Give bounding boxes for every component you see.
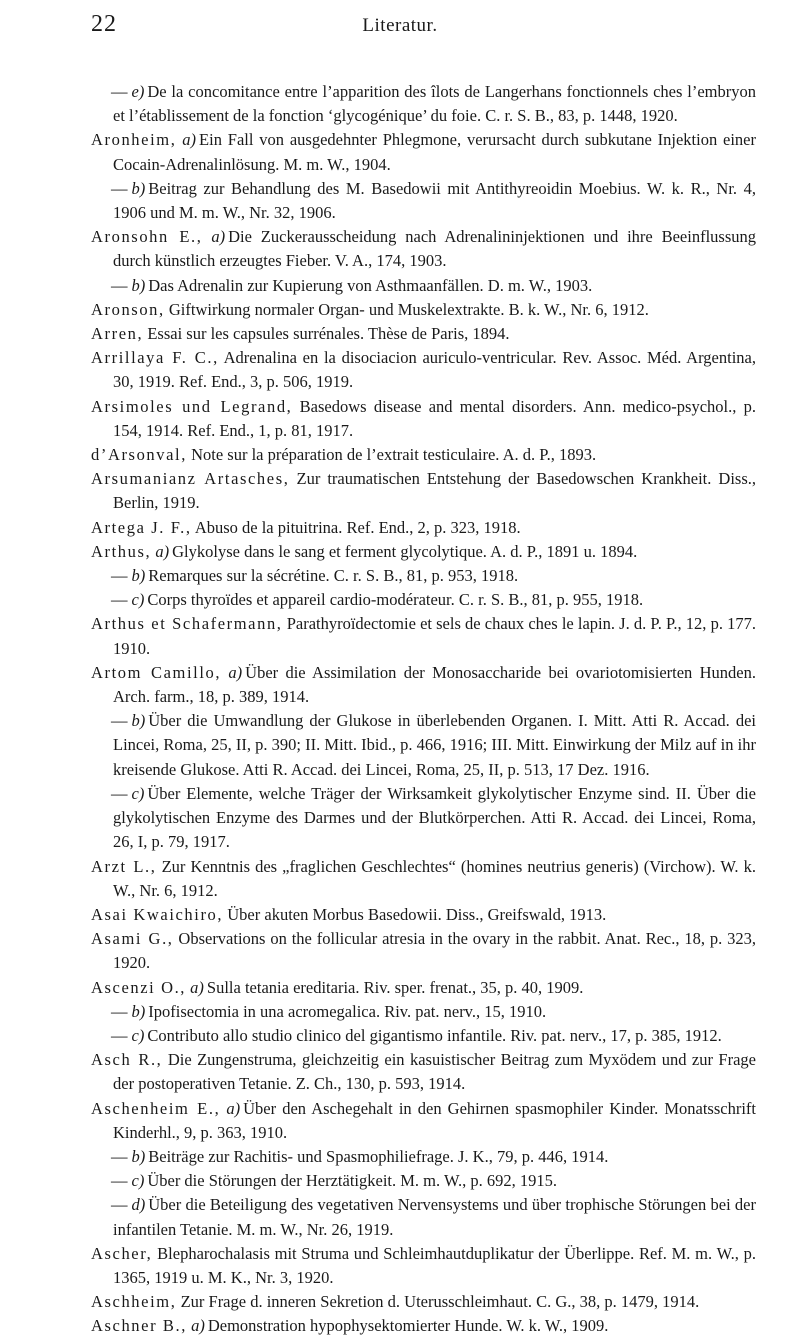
bibliography-entry — [91, 976, 756, 1000]
entry-text: Blepharochalasis mit Struma und Schleimhautduplikatur der Überlippe. Ref. M. m. W., p. 1365, 1919 u. M. K., Nr. 3, 1920. — [113, 1243, 756, 1287]
entry-author: Aschner B., — [91, 1316, 187, 1336]
continuation-dash: — — [111, 711, 128, 731]
entry-author: Arthus, — [91, 541, 152, 561]
entry-author: Arthus et Schafermann, — [91, 614, 283, 634]
entry-author: Arzt L., — [91, 856, 157, 876]
bibliography-subentry — [91, 588, 756, 612]
bibliography-entry — [91, 322, 756, 346]
entry-text: Glykolyse dans le sang et ferment glycolytique. A. d. P., 1891 u. 1894. — [172, 541, 638, 561]
bibliography-entry — [91, 225, 756, 273]
entry-author: Arrillaya F. C., — [91, 348, 219, 368]
entry-text: Zur Kenntnis des „fraglichen Geschlechtes“ (homines neutrius generis) (Virchow). W. k. W., Nr. 6, 1912. — [113, 856, 756, 900]
entry-author: Asai Kwaichiro, — [91, 904, 224, 924]
bibliography-subentry — [91, 564, 756, 588]
entry-text: De la concomitance entre l’apparition des îlots de Langerhans fonctionnels ches l’embryon et l’établissement de la fonction ‘glycogénique’ du foie. C. r. S. B., 83, p. 1448, 1920. — [113, 82, 756, 126]
bibliography-subentry — [91, 80, 756, 128]
entry-author: Artega J. F., — [91, 517, 192, 537]
entry-text: Essai sur les capsules surrénales. Thèse de Paris, 1894. — [147, 324, 510, 344]
entry-marker: a) — [155, 541, 170, 561]
entry-author: Aschenheim E., — [91, 1098, 221, 1118]
bibliography-entry — [91, 540, 756, 564]
bibliography-subentry — [91, 1024, 756, 1048]
entry-author: Arsumanianz Artasches, — [91, 469, 290, 489]
bibliography-entry — [91, 1314, 756, 1338]
bibliography-subentry — [91, 1169, 756, 1193]
entry-marker: c) — [131, 783, 145, 803]
bibliography-subentry — [91, 782, 756, 855]
entry-author: Aronheim, — [91, 130, 177, 150]
bibliography-subentry — [91, 1193, 756, 1241]
entry-marker: a) — [228, 662, 243, 682]
bibliography-entry — [91, 443, 756, 467]
entry-marker: b) — [131, 1146, 146, 1166]
entry-text: Über akuten Morbus Basedowii. Diss., Greifswald, 1913. — [227, 904, 607, 924]
entry-text: Contributo allo studio clinico del gigantismo infantile. Riv. pat. nerv., 17, p. 385, 1912. — [147, 1025, 722, 1045]
continuation-dash: — — [111, 1195, 128, 1215]
continuation-dash: — — [111, 590, 128, 610]
bibliography-entry — [91, 1048, 756, 1096]
bibliography-subentry — [91, 274, 756, 298]
entry-marker: b) — [131, 1001, 146, 1021]
bibliography-entry — [91, 516, 756, 540]
entry-text: Über die Beteiligung des vegetativen Nervensystems und über trophische Störungen bei der infantilen Tetanie. M. m. W., Nr. 26, 1919. — [113, 1195, 756, 1239]
entry-marker: e) — [131, 82, 145, 101]
bibliography-subentry — [91, 177, 756, 225]
bibliography-entry — [91, 298, 756, 322]
entry-text: Zur traumatischen Entstehung der Basedowschen Krankheit. Diss., Berlin, 1919. — [113, 469, 756, 513]
entry-marker: a) — [182, 130, 197, 150]
entry-text: Ipofisectomia in una acromegalica. Riv. pat. nerv., 15, 1910. — [148, 1001, 547, 1021]
bibliography-entry — [91, 1242, 756, 1290]
entry-text: Adrenalina en la disociacion auriculo-ventricular. Rev. Assoc. Méd. Argentina, 30, 1919. Ref. End., 3, p. 506, 1919. — [113, 348, 756, 392]
bibliography-entry — [91, 128, 756, 176]
entry-author: Aronsohn E., — [91, 227, 203, 247]
entry-author: Ascenzi O., — [91, 977, 187, 997]
entry-text: Parathyroïdectomie et sels de chaux ches le lapin. J. d. P. P., 12, p. 177. 1910. — [113, 614, 757, 658]
entry-text: Zur Frage d. inneren Sekretion d. Uterusschleimhaut. C. G., 38, p. 1479, 1914. — [180, 1292, 700, 1312]
bibliography-entry — [91, 1097, 756, 1145]
entry-text: Sulla tetania ereditaria. Riv. sper. frenat., 35, p. 40, 1909. — [206, 977, 584, 997]
entry-author: Asch R., — [91, 1050, 163, 1070]
entry-author: Artom Camillo, — [91, 662, 222, 682]
entry-marker: c) — [131, 590, 145, 610]
bibliography-entry — [91, 467, 756, 515]
entry-marker: a) — [191, 1316, 205, 1336]
continuation-dash: — — [111, 566, 128, 586]
entry-text: Demonstration hypophysektomierter Hunde. W. k. W., 1909. — [207, 1316, 609, 1336]
entry-text: Über die Umwandlung der Glukose in überlebenden Organen. I. Mitt. Atti R. Accad. dei Lincei, Roma, 25, II, p. 390; II. Mitt. Ibid., p. 466, 1916; III. Mitt. Einwirkung der Milz auf in ihr kreisende Glukose. Atti R. Accad. dei Lincei, Roma, 25, II, p. 513, 17 Dez. 1916. — [113, 711, 756, 779]
entry-text: Die Zuckerausscheidung nach Adrenalininjektionen und ihre Beeinflussung durch künstlich erzeugtes Fieber. V. A., 174, 1903. — [113, 227, 756, 271]
continuation-dash: — — [111, 275, 128, 295]
entry-text: Das Adrenalin zur Kupierung von Asthmaanfällen. D. m. W., 1903. — [148, 275, 593, 295]
entry-text: Abuso de la pituitrina. Ref. End., 2, p. 323, 1918. — [194, 517, 521, 537]
entry-author: Ascher, — [91, 1243, 153, 1263]
entry-author: Aschheim, — [91, 1292, 177, 1312]
entry-text: Über den Aschegehalt in den Gehirnen spasmophiler Kinder. Monatsschrift Kinderhl., 9, p. 363, 1910. — [113, 1098, 756, 1142]
entry-author: Asami G., — [91, 929, 174, 949]
entry-text: Beitrag zur Behandlung des M. Basedowii mit Antithyreoidin Moebius. W. k. R., Nr. 4, 1906 und M. m. W., Nr. 32, 1906. — [113, 178, 756, 223]
bibliography-subentry — [91, 1000, 756, 1024]
continuation-dash: — — [111, 1146, 128, 1166]
continuation-dash: — — [111, 1171, 128, 1191]
continuation-dash: — — [111, 178, 128, 198]
entry-marker: a) — [226, 1098, 241, 1118]
bibliography-entry — [91, 346, 756, 394]
entry-marker: a) — [190, 977, 204, 997]
entry-text: Giftwirkung normaler Organ- und Muskelextrakte. B. k. W., Nr. 6, 1912. — [168, 299, 649, 319]
entry-author: Aronson, — [91, 299, 165, 319]
bibliography-entry — [91, 661, 756, 709]
entry-author: Arsimoles und Legrand, — [91, 396, 293, 416]
continuation-dash: — — [111, 783, 128, 803]
entry-text: Basedows disease and mental disorders. Ann. medico-psychol., p. 154, 1914. Ref. End., 1, p. 81, 1917. — [113, 396, 756, 440]
bibliography-list — [91, 80, 756, 1339]
entry-text: Observations on the follicular atresia in the ovary in the rabbit. Anat. Rec., 18, p. 323, 1920. — [113, 929, 757, 973]
bibliography-subentry — [91, 1145, 756, 1169]
bibliography-entry — [91, 927, 756, 975]
entry-marker: d) — [131, 1195, 146, 1215]
entry-marker: b) — [131, 566, 146, 586]
page-number: 22 — [91, 11, 117, 37]
entry-text: Remarques sur la sécrétine. C. r. S. B., 81, p. 953, 1918. — [148, 566, 519, 586]
bibliography-subentry — [91, 709, 756, 782]
entry-text: Corps thyroïdes et appareil cardio-modérateur. C. r. S. B., 81, p. 955, 1918. — [147, 590, 644, 610]
entry-marker: b) — [131, 275, 146, 295]
bibliography-entry — [91, 855, 756, 903]
continuation-dash: — — [111, 82, 128, 101]
entry-text: Beiträge zur Rachitis- und Spasmophiliefrage. J. K., 79, p. 446, 1914. — [148, 1146, 609, 1166]
entry-text: Über die Störungen der Herztätigkeit. M. m. W., p. 692, 1915. — [147, 1171, 558, 1191]
entry-text: Die Zungenstruma, gleichzeitig ein kasuistischer Beitrag zum Myxödem und zur Frage der postoperativen Tetanie. Z. Ch., 130, p. 593, 1914. — [113, 1050, 756, 1094]
entry-author: Arren, — [91, 324, 144, 344]
entry-marker: c) — [131, 1025, 145, 1045]
continuation-dash: — — [111, 1001, 128, 1021]
entry-text: Über die Assimilation der Monosaccharide bei ovariotomisierten Hunden. Arch. farm., 18, p. 389, 1914. — [113, 662, 756, 707]
continuation-dash: — — [111, 1025, 128, 1045]
entry-marker: b) — [131, 711, 146, 731]
bibliography-entry — [91, 612, 756, 660]
bibliography-entry — [91, 903, 756, 927]
entry-marker: b) — [131, 178, 146, 198]
entry-author: d’Arsonval, — [91, 445, 187, 465]
bibliography-entry — [91, 395, 756, 443]
entry-text: Über Elemente, welche Träger der Wirksamkeit glykolytischer Enzyme sind. II. Über die glykolytischen Enzyme des Darmes und der Blutkörperchen. Atti R. Accad. dei Lincei, Roma, 26, I, p. 79, 1917. — [113, 783, 756, 852]
entry-text: Note sur la préparation de l’extrait testiculaire. A. d. P., 1893. — [191, 445, 597, 465]
running-title: Literatur. — [362, 15, 438, 36]
entry-marker: c) — [131, 1171, 145, 1191]
bibliography-entry — [91, 1290, 756, 1314]
entry-text: Ein Fall von ausgedehnter Phlegmone, verursacht durch subkutane Injektion einer Cocain-Adrenalinlösung. M. m. W., 1904. — [113, 130, 757, 174]
entry-marker: a) — [211, 227, 226, 247]
